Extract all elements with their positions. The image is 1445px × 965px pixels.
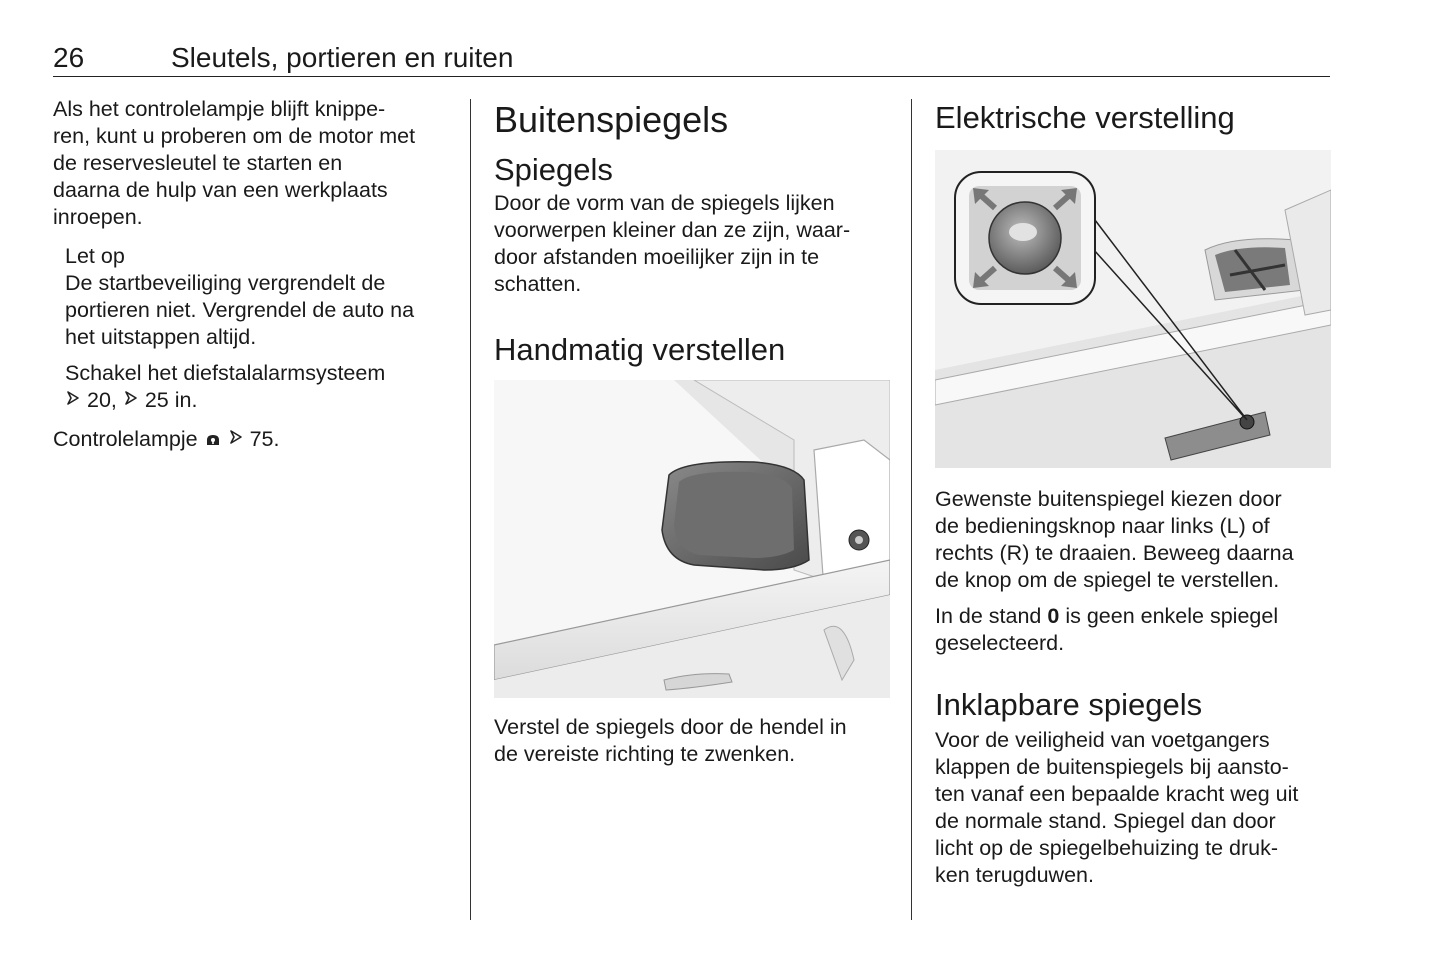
manual-mirror-illustration <box>494 380 890 698</box>
arrow-xref-icon[interactable] <box>65 389 81 407</box>
column-middle <box>494 96 894 768</box>
arrow-xref-icon[interactable] <box>228 428 244 446</box>
xref-page-25[interactable]: 25 in. <box>144 388 198 412</box>
paragraph-spiegels: Door de vorm van de spiegels lijken voorwerpen kleiner dan ze zijn, waar- door afstanden moeilijker zijn in te schatten. <box>494 191 851 296</box>
paragraph-stand-0: In de stand 0 is geen enkele spiegel geselecteerd. <box>935 604 1279 655</box>
column-divider-right <box>911 99 912 920</box>
indicator-line: Controlelampje 75. <box>53 427 280 451</box>
caption-handmatig: Verstel de spiegels door de hendel in de vereiste richting te zwenken. <box>494 715 847 766</box>
xref-page-20[interactable]: 20, <box>86 388 117 412</box>
subheading-inklapbaar: Inklapbare spiegels <box>935 687 1203 722</box>
note-text: De startbeveiliging vergrendelt de portieren niet. Vergrendel de auto na het uitstappen altijd. <box>65 271 415 349</box>
note-block <box>53 243 453 414</box>
arrow-xref-icon[interactable] <box>123 389 139 407</box>
immobiliser-lamp-icon <box>204 432 222 448</box>
note-alarm-text: Schakel het diefstalalarmsysteem 20, 25 in. <box>65 361 386 412</box>
electric-mirror-switch-illustration <box>935 150 1331 468</box>
subheading-spiegels: Spiegels <box>494 152 613 187</box>
column-right <box>935 96 1335 889</box>
paragraph-elektrisch: Gewenste buitenspiegel kiezen door de bedieningsknop naar links (L) of rechts (R) te draaien. Beweeg daarna de knop om de spiegel te verstellen. <box>935 487 1294 592</box>
column-left <box>53 96 453 453</box>
column-divider-left <box>470 99 471 920</box>
paragraph-inklapbaar: Voor de veiligheid van voetgangers klappen de buitenspiegels bij aansto- ten vanaf een bepaalde kracht weg uit de normale stand. Spiegel dan door licht op de spiegelbehuizing te druk- ken terugduwen. <box>935 728 1299 887</box>
page-number: 26 <box>53 42 85 73</box>
section-title: Sleutels, portieren en ruiten <box>171 42 514 73</box>
xref-page-75[interactable]: 75. <box>249 427 280 451</box>
heading-buitenspiegels: Buitenspiegels <box>494 99 729 140</box>
subheading-handmatig: Handmatig verstellen <box>494 332 786 367</box>
note-title: Let op <box>65 244 125 268</box>
subheading-elektrisch: Elektrische verstelling <box>935 100 1235 135</box>
page-header <box>53 40 1330 77</box>
paragraph-blinking-lamp: Als het controlelampje blijft knippe- ren, kunt u proberen om de motor met de reservesleutel te starten en daarna de hulp van een werkplaats inroepen. <box>53 97 416 229</box>
